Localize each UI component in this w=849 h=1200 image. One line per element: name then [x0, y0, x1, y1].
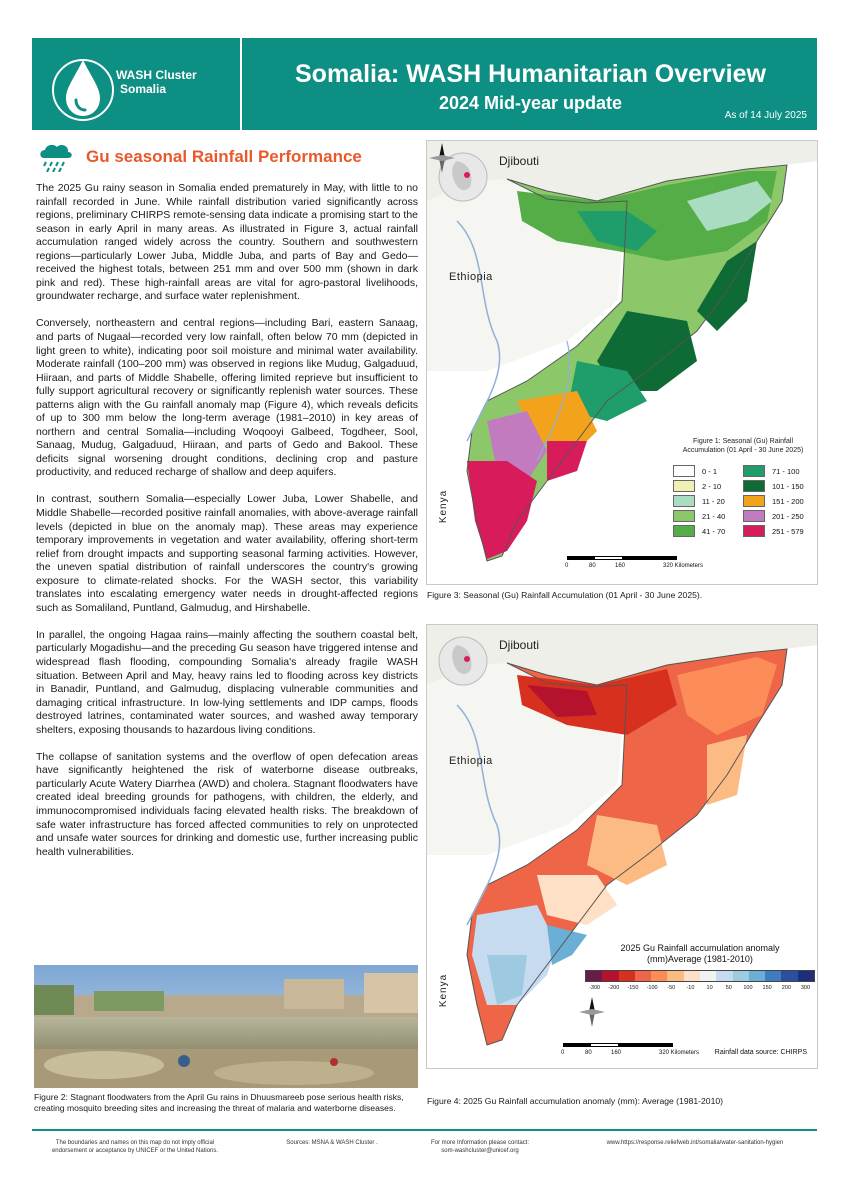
- rainfall-legend-title: [673, 437, 813, 455]
- legend-class: [743, 495, 813, 507]
- legend-class-label: 2 - 10: [702, 481, 722, 491]
- rain-cloud-icon: [36, 142, 76, 172]
- rainfall-legend-title-line-2: Accumulation (01 April - 30 June 2025): [682, 447, 804, 454]
- footer-divider: [32, 1129, 817, 1131]
- legend-swatch: [743, 525, 765, 537]
- legend-class-label: 11 - 20: [702, 496, 725, 506]
- north-arrow-icon: [577, 995, 607, 1029]
- scale-tick-0: 0: [565, 563, 569, 569]
- legend-swatch: [743, 465, 765, 477]
- ramp-step: [619, 971, 635, 981]
- ramp-tick: 300: [800, 985, 811, 991]
- footer-disclaimer: The boundaries and names on this map do not imply official endorsement or acceptance by UNICEF or the United Nations.: [51, 1140, 219, 1154]
- as-of-date: As of 14 July 2025: [724, 110, 807, 121]
- figure-3-caption: Figure 3: Seasonal (Gu) Rainfall Accumulation (01 April - 30 June 2025).: [427, 590, 703, 600]
- flood-photo: [34, 965, 418, 1088]
- scale-bar-graphic: [567, 556, 677, 560]
- ramp-step: [635, 971, 651, 981]
- ramp-step: [684, 971, 700, 981]
- legend-swatch: [673, 480, 695, 492]
- section-heading: [36, 142, 416, 172]
- rainfall-legend: [673, 437, 813, 537]
- ramp-step: [667, 971, 683, 981]
- rainfall-anomaly-map: [426, 624, 818, 1069]
- flood-photo-image: [34, 965, 418, 1088]
- data-source-note: Rainfall data source: CHIRPS: [714, 1049, 807, 1056]
- ramp-tick: -100: [646, 985, 658, 991]
- legend-class: [743, 510, 813, 522]
- legend-class-label: 151 - 200: [772, 496, 804, 506]
- footer-contact: [405, 1139, 555, 1155]
- anomaly-color-ramp: [585, 970, 815, 982]
- legend-class-label: 21 - 40: [702, 511, 726, 521]
- legend-class: [673, 495, 743, 507]
- legend-class-label: 71 - 100: [772, 466, 800, 476]
- label-kenya: Kenya: [438, 973, 450, 1008]
- cluster-logo: [32, 38, 242, 130]
- scale-bar: [567, 556, 747, 578]
- ramp-tick: 150: [762, 985, 772, 991]
- paragraph-4: In parallel, the ongoing Hagaa rains—mainly affecting the southern coastal belt, particularly Mogadishu—and the preceding Gu season have triggered intense and widespread flash flooding, compounding Somalia's already fragile WASH situation. Between April and May, heavy rains led to flooding across key districts in Banadir, Puntland, and Galmudug, displacing vulnerable communities and damaging critical infrastructure. In low-lying settlements and IDP camps, floods destroyed latrines, contaminated water sources, and washed away temporary shelters, exposing thousands to hazardous living conditions.: [36, 628, 418, 736]
- figure-2-caption: Figure 2: Stagnant floodwaters from the April Gu rains in Dhuusmareeb pose serious health risks, creating mosquito breeding sites and increasing the threat of malaria and waterborne diseases.: [34, 1092, 404, 1113]
- figure-4-caption: Figure 4: 2025 Gu Rainfall accumulation anomaly (mm): Average (1981-2010): [427, 1096, 724, 1106]
- legend-class: [743, 465, 813, 477]
- rainfall-accumulation-map: [426, 140, 818, 585]
- legend-class-label: 201 - 250: [772, 511, 804, 521]
- paragraph-5: The collapse of sanitation systems and the overflow of open defecation areas have significantly heightened the risk of waterborne disease outbreaks, particularly Acute Watery Diarrhea (AWD) and cholera. Stagnant floodwaters have created ideal breeding grounds for pathogens, with children, the elderly, and immunocompromised individuals facing elevated health risks. The breakdown of safe water infrastructure has forced affected communities to rely on unprotected and unsafe water sources for drinking and domestic use, further increasing public health vulnerabilities.: [36, 750, 418, 858]
- legend-swatch: [743, 510, 765, 522]
- scale-tick-1: 80: [589, 563, 596, 569]
- ramp-tick: -150: [627, 985, 639, 991]
- ramp-tick: 200: [781, 985, 791, 991]
- ramp-step: [651, 971, 667, 981]
- label-kenya: Kenya: [438, 489, 450, 524]
- ramp-step: [798, 971, 814, 981]
- ramp-step: [749, 971, 765, 981]
- scale-tick-2: 160: [615, 563, 626, 569]
- section-title: Gu seasonal Rainfall Performance: [86, 147, 362, 166]
- scale-tick-0: 0: [561, 1050, 565, 1056]
- footer-sources: Sources: MSNA & WASH Cluster .: [286, 1140, 378, 1146]
- anomaly-ramp-ticks: [585, 985, 815, 991]
- scale-bar-graphic: [563, 1043, 673, 1047]
- article-body: [36, 182, 418, 873]
- rainfall-legend-classes: [673, 465, 813, 537]
- anomaly-legend-title-line-1: 2025 Gu Rainfall accumulation anomaly: [620, 943, 780, 953]
- legend-swatch: [743, 480, 765, 492]
- ramp-tick: -300: [589, 985, 601, 991]
- header-banner: [32, 38, 817, 130]
- legend-swatch: [673, 465, 695, 477]
- water-drop-icon: [50, 48, 116, 122]
- legend-class: [673, 525, 743, 537]
- scale-tick-3: 320 Kilometers: [659, 1050, 700, 1056]
- footer-contact-label: For more Information please contact:: [430, 1140, 530, 1146]
- rainfall-legend-title-line-1: Figure 1: Seasonal (Gu) Rainfall: [693, 438, 793, 445]
- ramp-step: [781, 971, 797, 981]
- label-ethiopia: Ethiopia: [449, 271, 493, 283]
- paragraph-2: Conversely, northeastern and central regions—including Bari, eastern Sanaag, and parts of Nugaal—recorded very low rainfall, often below 70 mm (depicted in light green to white), indicating poor soil moisture and minimal water availability. Moderate rainfall (100–200 mm) was observed in regions like Mudug, Galgaduud, Hiiraan, and parts of Middle Shabelle, offering limited reprieve but insufficient to fully support agricultural recovery or significantly replenish water sources. These patterns align with the Gu rainfall anomaly map (Figure 4), which reveals deficits of up to 300 mm below the long-term average (1981–2010) in key areas of northern and central Somalia—including Woqooyi Galbeed, Togdheer, Sool, Sanaag, Mudug, Galgaduud, Hiiraan, and parts of Gedo and Bakool. These deficits signal worsening drought conditions, declining crop and pasture productivity, and reduced recharge of shallow and deep aquifers.: [36, 317, 418, 479]
- legend-class: [673, 480, 743, 492]
- footer-contact-email[interactable]: som-washcluster@unicef.org: [441, 1148, 519, 1154]
- org-name: [116, 68, 197, 96]
- org-line-1: WASH Cluster: [116, 68, 197, 82]
- label-ethiopia: Ethiopia: [449, 755, 493, 767]
- somalia-map-figure-4: [427, 625, 818, 1069]
- ramp-step: [602, 971, 618, 981]
- legend-class-label: 101 - 150: [772, 481, 804, 491]
- legend-swatch: [673, 510, 695, 522]
- ramp-tick: 10: [706, 985, 713, 991]
- anomaly-legend: [585, 943, 815, 991]
- org-line-2: Somalia: [120, 82, 167, 96]
- legend-class: [743, 480, 813, 492]
- label-djibouti: Djibouti: [499, 154, 540, 168]
- ramp-tick: -200: [608, 985, 620, 991]
- paragraph-3: In contrast, southern Somalia—especially Lower Juba, Lower Shabelle, and Middle Shabelle—recorded positive rainfall anomalies, with above-average rainfall levels (depicted in blue on the anomaly map). These areas may experience temporary improvements in vegetation and water availability, offering short-term relief from drought impacts and supporting seasonal farming activities. However, the uneven spatial distribution of rainfall underscores the country's growing exposure to climate-related shocks. For the WASH sector, this variability translates into escalating emergency water needs in drought-affected regions such as Somaliland, Puntland, Galmudug, and Hirshabelle.: [36, 493, 418, 614]
- legend-class-label: 41 - 70: [702, 526, 726, 536]
- legend-class: [673, 510, 743, 522]
- anomaly-legend-title: [585, 943, 815, 965]
- ramp-step: [716, 971, 732, 981]
- legend-swatch: [743, 495, 765, 507]
- ramp-step: [733, 971, 749, 981]
- ramp-tick: 50: [725, 985, 732, 991]
- scale-tick-3: 320 Kilometers: [663, 563, 704, 569]
- legend-class-label: 0 - 1: [702, 466, 718, 476]
- anomaly-legend-title-line-2: (mm)Average (1981-2010): [647, 954, 753, 964]
- ramp-tick: 100: [743, 985, 753, 991]
- legend-class-label: 251 - 579: [772, 526, 804, 536]
- ramp-tick: -50: [667, 985, 676, 991]
- north-arrow-icon: [427, 141, 457, 175]
- label-djibouti: Djibouti: [499, 638, 540, 652]
- ramp-step: [765, 971, 781, 981]
- legend-swatch: [673, 525, 695, 537]
- legend-class: [743, 525, 813, 537]
- scale-tick-2: 160: [611, 1050, 622, 1056]
- footer-url[interactable]: www.https://response.reliefweb.int/somalia/water-sanitation-hygien: [606, 1140, 784, 1146]
- paragraph-1: The 2025 Gu rainy season in Somalia ended prematurely in May, with little to no rainfall recorded in June. While rainfall distribution varied significantly across regions, preliminary CHIRPS remote-sensing data indicate a promising start to the season in early April in many areas. As illustrated in Figure 3, actual rainfall accumulation ranged widely across the country. Southern and southwestern regions—particularly Lower Juba, Middle Juba, and parts of Bay and Gedo—received the highest totals, between 251 mm and over 500 mm (shown in dark pink and red). These high-rainfall areas are vital for agro-pastoral livelihoods, groundwater recharge, and surface water replenishment.: [36, 182, 418, 303]
- legend-class: [673, 465, 743, 477]
- scale-tick-1: 80: [585, 1050, 592, 1056]
- ramp-tick: -10: [686, 985, 695, 991]
- page-title: Somalia: WASH Humanitarian Overview: [295, 60, 766, 88]
- page-subtitle: 2024 Mid-year update: [438, 93, 623, 113]
- ramp-step: [700, 971, 716, 981]
- legend-swatch: [673, 495, 695, 507]
- ramp-step: [586, 971, 602, 981]
